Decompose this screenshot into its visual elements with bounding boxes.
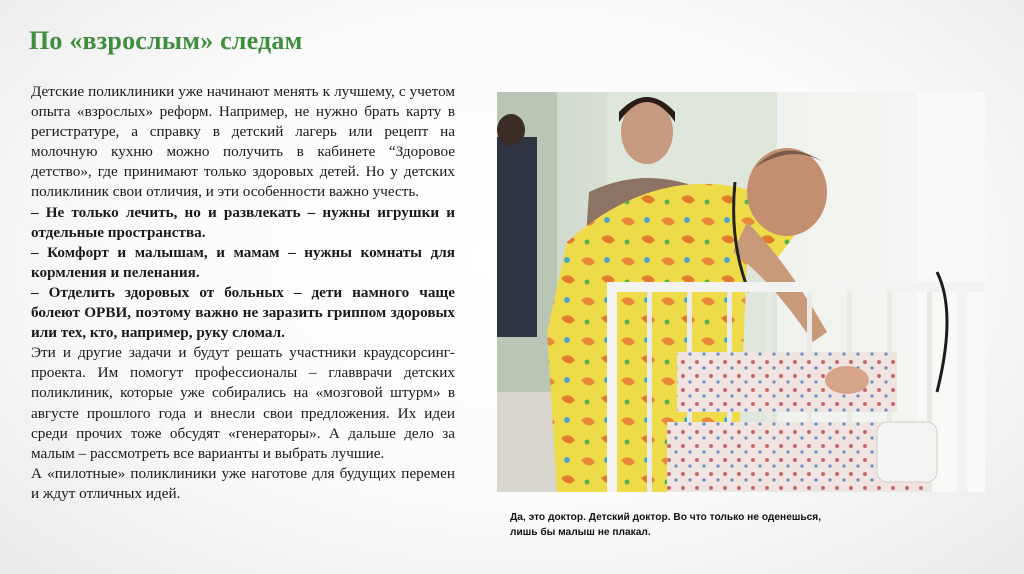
paragraph-intro: Детские поликлиники уже начинают менять к лучшему, с учетом опыта «взрослых» реформ. Например, не нужно брать карту в регистратуре, а справку в детский лагерь или рецепт на молочную кухню можно получить в кабинете “Здоровое детство», где принимают только здоровых детей. Но у детских поликлиник свои отличия, и эти особенности важно учесть. (31, 83, 455, 201)
caption-line: лишь бы малыш не плакал. (510, 527, 651, 538)
point-entertain: – Не только лечить, но и развлекать – нужны игрушки и отдельные пространства. (31, 203, 455, 241)
doctor-photo-illustration (497, 92, 985, 492)
paragraph-pilot: А «пилотные» поликлиники уже наготове для будущих перемен и ждут отличных идей. (31, 464, 455, 502)
body-text (31, 82, 455, 504)
slide-title: По «взрослым» следам (29, 26, 303, 55)
point-separate: – Отделить здоровых от больных – дети намного чаще болеют ОРВИ, поэтому важно не заразить гриппом здоровых или тех, кто, например, руку сломал. (31, 283, 455, 342)
doctor-photo (497, 92, 985, 492)
photo-caption (510, 510, 980, 540)
caption-line: Да, это доктор. Детский доктор. Во что только не оденешься, (510, 512, 822, 523)
point-comfort: – Комфорт и малышам, и мамам – нужны комнаты для кормления и пеленания. (31, 243, 455, 281)
paragraph-crowdsourcing: Эти и другие задачи и будут решать участники краудсорсинг-проекта. Им помогут профессионалы – главврачи детских поликлиник, которые уже собирались на «мозговой штурм» в августе прошлого года и внесли свои предложения. Их идеи среди прочих тоже обсудят «генераторы». А дальше дело за малым – рассмотреть все варианты и выбрать лучшие. (31, 344, 455, 462)
